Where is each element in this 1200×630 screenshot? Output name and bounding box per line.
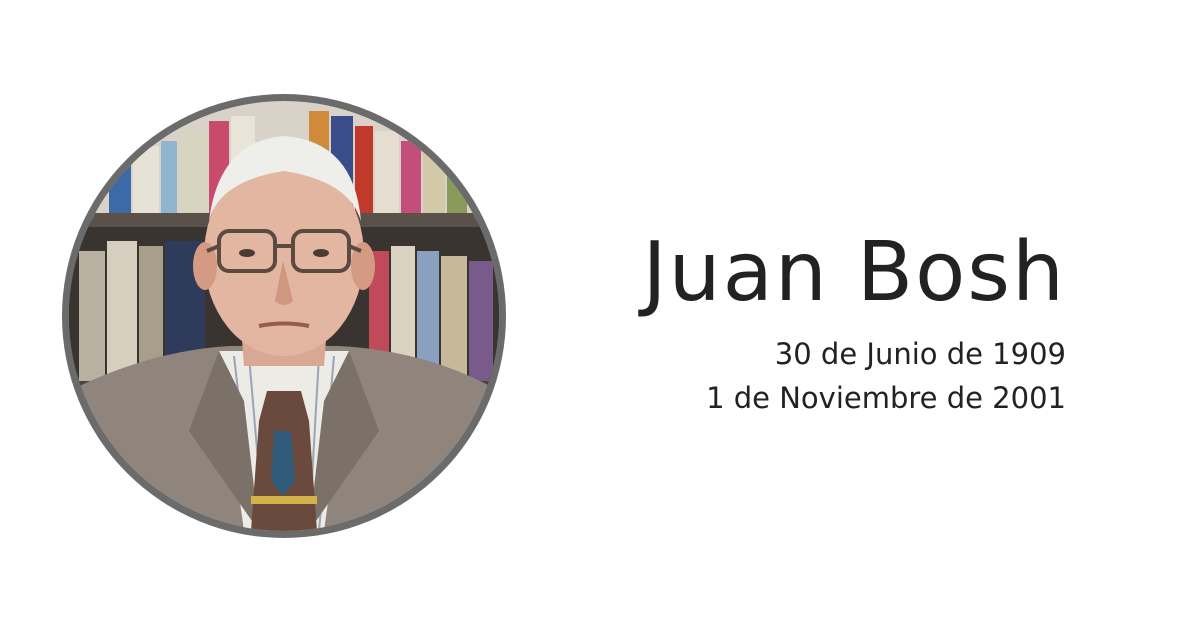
birth-date: 30 de Junio de 1909 [774,337,1066,371]
portrait-photo [69,101,499,531]
death-date: 1 de Noviembre de 2001 [706,381,1066,415]
bio-text [642,225,1066,420]
portrait-frame [62,94,506,538]
person-name: Juan Bosh [642,225,1066,320]
